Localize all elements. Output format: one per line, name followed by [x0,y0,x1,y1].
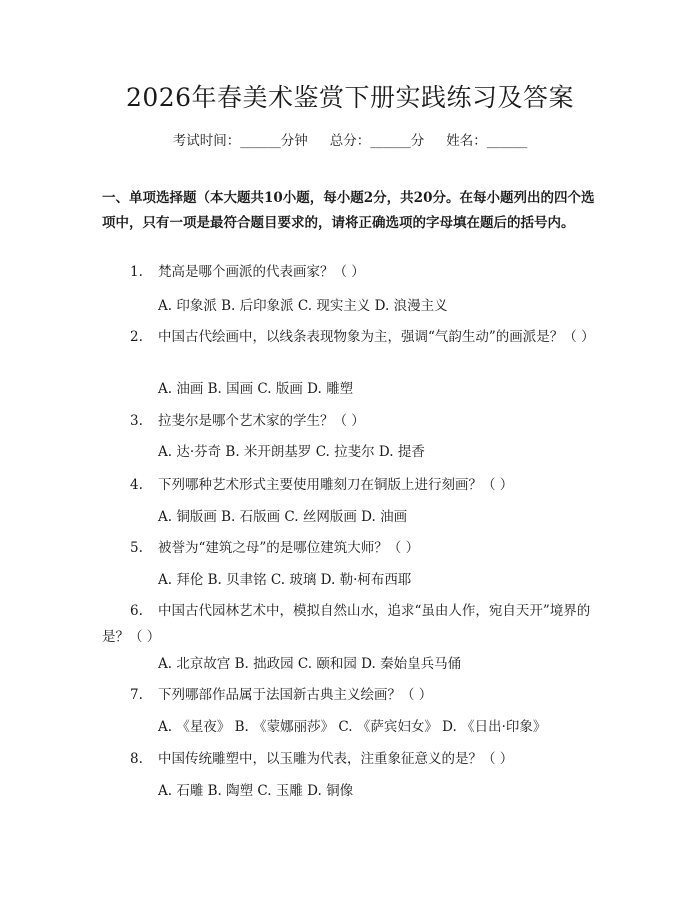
question-1 [102,259,600,285]
question-number: 1. [130,264,143,280]
question-number: 2. [130,329,143,345]
question-7-options: A. 《星夜》 B. 《蒙娜丽莎》 C. 《萨宾妇女》 D. 《日出·印象》 [158,719,547,735]
question-text: 中国古代绘画中，以线条表现物象为主，强调“气韵生动”的画派是？（ ） [158,329,595,345]
question-number: 4. [130,477,143,493]
question-8 [102,746,600,772]
question-2 [102,324,600,350]
question-3-options: A. 达·芬奇 B. 米开朗基罗 C. 拉斐尔 D. 提香 [158,444,425,460]
question-4-options: A. 铜版画 B. 石版画 C. 丝网版画 D. 油画 [158,509,408,525]
question-text: 中国古代园林艺术中，模拟自然山水，追求“虽由人作，宛自天开”境界的是？（ ） [102,603,591,645]
exam-time: 考试时间：______分钟 [172,133,308,149]
question-number: 5. [130,540,143,556]
question-number: 7. [130,687,143,703]
question-text: 中国传统雕塑中，以玉雕为代表，注重象征意义的是？（ ） [158,751,514,767]
question-text: 被誉为“建筑之母”的是哪位建筑大师？（ ） [158,540,420,556]
question-1-options: A. 印象派 B. 后印象派 C. 现实主义 D. 浪漫主义 [158,298,448,314]
question-4 [102,472,600,498]
exam-meta [0,131,700,151]
question-number: 8. [130,751,143,767]
question-text: 梵高是哪个画派的代表画家？（ ） [158,264,365,280]
section-header: 一、单项选择题（本大题共10小题，每小题2分，共20分。在每小题列出的四个选项中，只有一项是最符合题目要求的，请将正确选项的字母填在题后的括号内。 [102,190,595,231]
question-3 [102,408,600,434]
question-number: 3. [130,413,143,429]
question-6-options: A. 北京故宫 B. 拙政园 C. 颐和园 D. 秦始皇兵马俑 [158,656,462,672]
question-text: 下列哪部作品属于法国新古典主义绘画？（ ） [158,687,433,703]
question-8-options: A. 石雕 B. 陶塑 C. 玉雕 D. 铜像 [158,783,354,799]
question-5 [102,535,600,561]
question-6 [102,598,600,650]
question-text: 拉斐尔是哪个艺术家的学生？（ ） [158,413,365,429]
question-5-options: A. 拜伦 B. 贝聿铭 C. 玻璃 D. 勒·柯布西耶 [158,572,412,588]
question-number: 6. [130,603,143,619]
question-7 [102,682,600,708]
question-2-options: A. 油画 B. 国画 C. 版画 D. 雕塑 [158,381,354,397]
exam-total-score: 总分：______分 [329,133,425,149]
exam-student-name: 姓名：______ [446,133,528,149]
page-title: 2026年春美术鉴赏下册实践练习及答案 [125,83,575,112]
question-text: 下列哪种艺术形式主要使用雕刻刀在铜版上进行刻画？（ ） [158,477,514,493]
